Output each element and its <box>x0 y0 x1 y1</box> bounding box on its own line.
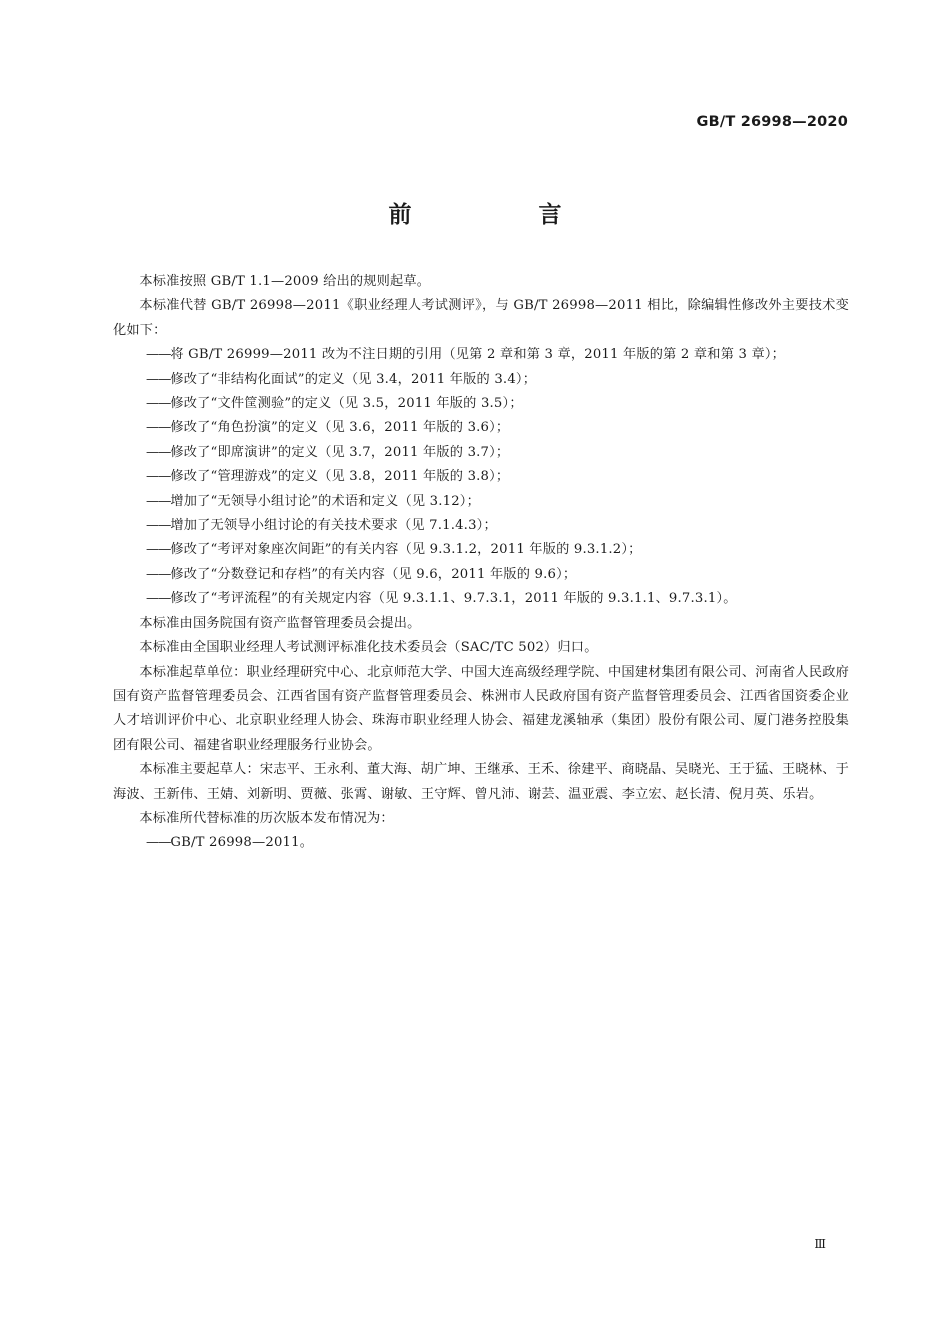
list-item <box>113 514 849 538</box>
paragraph-replacement-summary: 本标准代替 GB/T 26998—2011《职业经理人考试测评》，与 GB/T 26998—2011 相比，除编辑性修改外主要技术变化如下： <box>113 298 849 338</box>
list-item-text: GB/T 26998—2011。 <box>170 835 314 851</box>
document-body <box>113 270 849 856</box>
list-item-text: 修改了“即席演讲”的定义（见 3.7，2011 年版的 3.7）； <box>170 444 510 460</box>
paragraph-proposer: 本标准由国务院国有资产监督管理委员会提出。 <box>139 615 421 631</box>
list-item-text: 将 GB/T 26999—2011 改为不注日期的引用（见第 2 章和第 3 章，2011 年版的第 2 章和第 3 章）； <box>170 347 786 363</box>
paragraph-drafting-units: 本标准起草单位：职业经理研究中心、北京师范大学、中国大连高级经理学院、中国建材集团有限公司、河南省人民政府国有资产监督管理委员会、江西省国有资产监督管理委员会、株洲市人民政府国有资产监督管理委员会、江西省国资委企业人才培训评价中心、北京职业经理人协会、珠海市职业经理人协会、福建龙溪轴承（集团）股份有限公司、厦门港务控股集团有限公司、福建省职业经理服务行业协会。 <box>113 664 849 753</box>
list-item-text: 增加了“无领导小组讨论”的术语和定义（见 3.12）； <box>170 493 480 509</box>
list-item <box>113 563 849 587</box>
em-dash: —— <box>146 347 171 363</box>
paragraph-version-history: 本标准所代替标准的历次版本发布情况为： <box>139 810 394 826</box>
list-item <box>113 538 849 562</box>
list-item <box>113 392 849 416</box>
list-item <box>113 343 849 367</box>
list-item <box>113 441 849 465</box>
paragraph-drafting-rules: 本标准按照 GB/T 1.1—2009 给出的规则起草。 <box>139 274 431 289</box>
em-dash: —— <box>146 444 171 460</box>
list-item-text: 修改了“非结构化面试”的定义（见 3.4，2011 年版的 3.4）； <box>170 371 537 387</box>
paragraph-technical-committee: 本标准由全国职业经理人考试测评标准化技术委员会（SAC/TC 502）归口。 <box>139 640 598 656</box>
list-item <box>113 368 849 392</box>
em-dash: —— <box>146 566 171 582</box>
list-item <box>113 831 849 855</box>
list-item <box>113 490 849 514</box>
em-dash: —— <box>146 469 171 485</box>
em-dash: —— <box>146 396 171 412</box>
list-item <box>113 416 849 440</box>
em-dash: —— <box>146 835 171 851</box>
list-item-text: 增加了无领导小组讨论的有关技术要求（见 7.1.4.3）； <box>170 518 497 534</box>
page-number: Ⅲ <box>814 1237 826 1251</box>
em-dash: —— <box>146 493 171 509</box>
em-dash: —— <box>146 371 171 387</box>
em-dash: —— <box>146 518 171 534</box>
em-dash: —— <box>146 420 171 436</box>
standard-code: GB/T 26998—2020 <box>696 114 848 130</box>
page-title: 前 言 <box>388 202 614 228</box>
em-dash: —— <box>146 591 171 607</box>
em-dash: —— <box>146 542 171 558</box>
list-item-text: 修改了“考评对象座次间距”的有关内容（见 9.3.1.2，2011 年版的 9.3.1.2）； <box>170 542 642 558</box>
paragraph-drafters: 本标准主要起草人：宋志平、王永利、董大海、胡广坤、王继承、王禾、徐建平、商晓晶、吴晓光、王于猛、王晓林、于海波、王新伟、王婧、刘新明、贾薇、张霄、谢敏、王守辉、曾凡沛、谢芸、温亚震、李立宏、赵长清、倪月英、乐岩。 <box>113 762 849 802</box>
list-item-text: 修改了“管理游戏”的定义（见 3.8，2011 年版的 3.8）； <box>170 469 510 485</box>
list-item-text: 修改了“文件筐测验”的定义（见 3.5，2011 年版的 3.5）； <box>170 396 523 412</box>
list-item-text: 修改了“分数登记和存档”的有关内容（见 9.6，2011 年版的 9.6）； <box>170 566 577 582</box>
list-item <box>113 465 849 489</box>
list-item-text: 修改了“考评流程”的有关规定内容（见 9.3.1.1、9.7.3.1，2011 年版的 9.3.1.1、9.7.3.1）。 <box>170 591 737 607</box>
list-item-text: 修改了“角色扮演”的定义（见 3.6，2011 年版的 3.6）； <box>170 420 510 436</box>
list-item <box>113 587 849 611</box>
